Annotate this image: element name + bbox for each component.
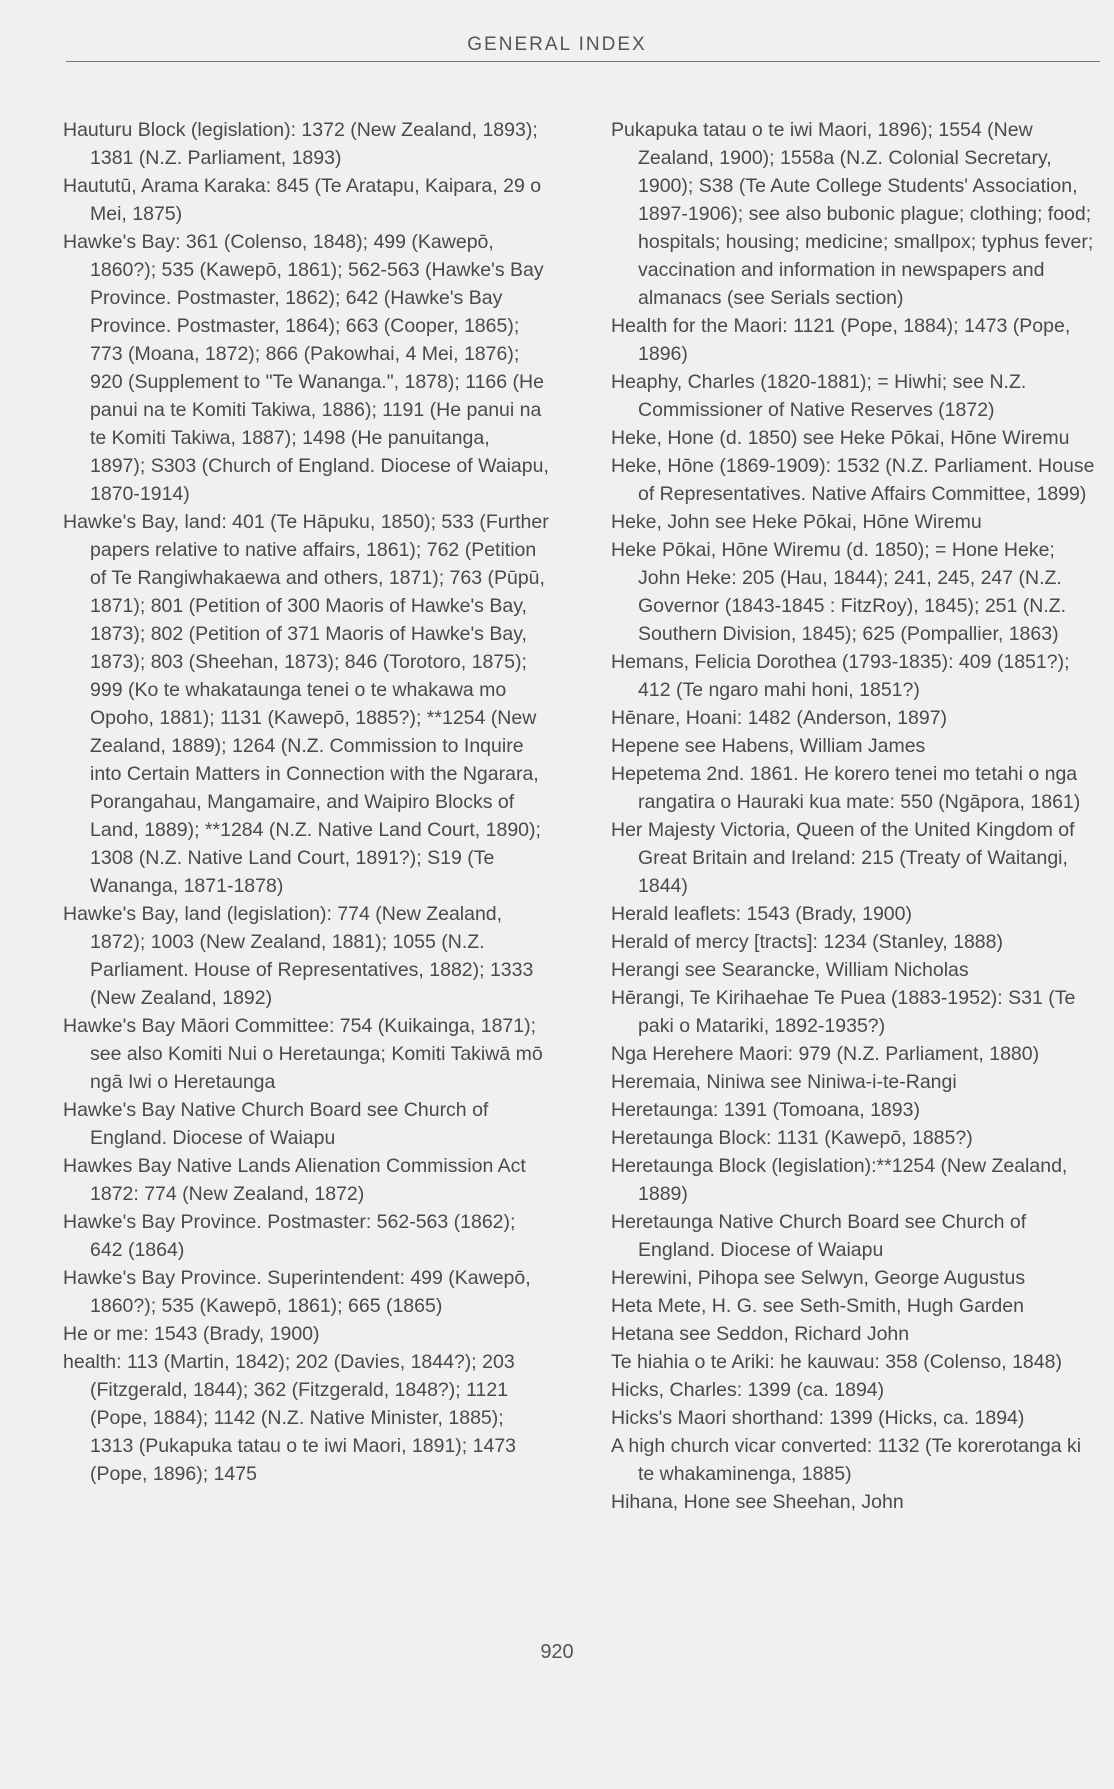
index-entry: Heaphy, Charles (1820-1881); = Hiwhi; see N.Z. Commissioner of Native Reserves (1872)	[611, 371, 1027, 421]
index-entry: Hihana, Hone see Sheehan, John	[611, 1491, 904, 1513]
index-entry: Herewini, Pihopa see Selwyn, George Augustus	[611, 1267, 1026, 1289]
index-entry: Hicks's Maori shorthand: 1399 (Hicks, ca. 1894)	[611, 1407, 1025, 1429]
index-entry: A high church vicar converted: 1132 (Te korerotanga ki te whakaminenga, 1885)	[611, 1435, 1082, 1485]
index-entry: Herald leaflets: 1543 (Brady, 1900)	[611, 903, 912, 925]
index-entry: Herangi see Searancke, William Nicholas	[611, 959, 969, 981]
index-entry: Hawkes Bay Native Lands Alienation Commission Act 1872: 774 (New Zealand, 1872)	[63, 1155, 526, 1205]
index-entry: Hauturu Block (legislation): 1372 (New Zealand, 1893); 1381 (N.Z. Parliament, 1893)	[63, 119, 538, 169]
index-entry: Heremaia, Niniwa see Niniwa-i-te-Rangi	[611, 1071, 957, 1093]
index-entry: Hawke's Bay Native Church Board see Church of England. Diocese of Waiapu	[63, 1099, 489, 1149]
index-entry: Heke, Hone (d. 1850) see Heke Pōkai, Hōne Wiremu	[611, 427, 1070, 449]
index-entry: Heretaunga: 1391 (Tomoana, 1893)	[611, 1099, 920, 1121]
index-entry: Heretaunga Native Church Board see Church of England. Diocese of Waiapu	[611, 1211, 1027, 1261]
index-entry: Hawke's Bay, land (legislation): 774 (New Zealand, 1872); 1003 (New Zealand, 1881); 1055 (N.Z. Parliament. House of Representatives, 1882); 1333 (New Zealand, 1892)	[63, 903, 534, 1009]
index-entry: Health for the Maori: 1121 (Pope, 1884); 1473 (Pope, 1896)	[611, 315, 1071, 365]
index-entry: Te hiahia o te Ariki: he kauwau: 358 (Colenso, 1848)	[611, 1351, 1062, 1373]
index-entry: Heke, Hōne (1869-1909): 1532 (N.Z. Parliament. House of Representatives. Native Affairs Committee, 1899)	[611, 455, 1095, 505]
index-entry: Hawke's Bay, land: 401 (Te Hāpuku, 1850); 533 (Further papers relative to native affairs, 1861); 762 (Petition of Te Rangiwhakaewa and others, 1871); 763 (Pūpū, 1871); 801 (Petition of 300 Maoris of Hawke's Bay, 1873); 802 (Petition of 371 Maoris of Hawke's Bay, 1873); 803 (Sheehan, 1873); 846 (Torotoro, 1875); 999 (Ko te whakataunga tenei o te whakawa mo Opoho, 1881); 1131 (Kawepō, 1885?); **1254 (New Zealand, 1889); 1264 (N.Z. Commission to Inquire into Certain Matters in Connection with the Ngarara, Porangahau, Mangamaire, and Waipiro Blocks of Land, 1889); **1284 (N.Z. Native Land Court, 1890); 1308 (N.Z. Native Land Court, 1891?); S19 (Te Wananga, 1871-1878)	[63, 511, 549, 897]
index-entry: He or me: 1543 (Brady, 1900)	[63, 1323, 320, 1345]
index-entry: Hepene see Habens, William James	[611, 735, 926, 757]
index-entry: Pukapuka tatau o te iwi Maori, 1896); 1554 (New Zealand, 1900); 1558a (N.Z. Colonial Secretary, 1900); S38 (Te Aute College Students' Association, 1897-1906); see also bubonic plague; clothing; food; hospitals; housing; medicine; smallpox; typhus fever; vaccination and information in newspapers and almanacs (see Serials section)	[611, 119, 1094, 309]
index-entry: Herald of mercy [tracts]: 1234 (Stanley, 1888)	[611, 931, 1003, 953]
index-column-left	[63, 116, 549, 1488]
index-entry: Heke, John see Heke Pōkai, Hōne Wiremu	[611, 511, 982, 533]
running-header: GENERAL INDEX	[467, 34, 647, 55]
header-rule	[66, 61, 1100, 62]
index-entry: Hawke's Bay Māori Committee: 754 (Kuikainga, 1871); see also Komiti Nui o Heretaunga; Komiti Takiwā mō ngā Iwi o Heretaunga	[63, 1015, 543, 1093]
index-entry: Hemans, Felicia Dorothea (1793-1835): 409 (1851?); 412 (Te ngaro mahi honi, 1851?)	[611, 651, 1070, 701]
index-entry: Nga Herehere Maori: 979 (N.Z. Parliament, 1880)	[611, 1043, 1040, 1065]
index-column-right	[611, 116, 1097, 1516]
index-entry: Hēnare, Hoani: 1482 (Anderson, 1897)	[611, 707, 948, 729]
index-entry: Heta Mete, H. G. see Seth-Smith, Hugh Garden	[611, 1295, 1024, 1317]
index-entry: Hawke's Bay Province. Postmaster: 562-563 (1862); 642 (1864)	[63, 1211, 516, 1261]
index-entry: Hērangi, Te Kirihaehae Te Puea (1883-1952): S31 (Te paki o Matariki, 1892-1935?)	[611, 987, 1076, 1037]
index-entry: Heretaunga Block (legislation):**1254 (New Zealand, 1889)	[611, 1155, 1068, 1205]
index-entry: Hicks, Charles: 1399 (ca. 1894)	[611, 1379, 885, 1401]
index-entry: Hawke's Bay: 361 (Colenso, 1848); 499 (Kawepō, 1860?); 535 (Kawepō, 1861); 562-563 (Hawke's Bay Province. Postmaster, 1862); 642 (Hawke's Bay Province. Postmaster, 1864); 663 (Cooper, 1865); 773 (Moana, 1872); 866 (Pakowhai, 4 Mei, 1876); 920 (Supplement to "Te Wananga.", 1878); 1166 (He panui na te Komiti Takiwa, 1886); 1191 (He panui na te Komiti Takiwa, 1887); 1498 (He panuitanga, 1897); S303 (Church of England. Diocese of Waiapu, 1870-1914)	[63, 231, 549, 505]
index-entry: Haututū, Arama Karaka: 845 (Te Aratapu, Kaipara, 29 o Mei, 1875)	[63, 175, 542, 225]
index-entry: Hepetema 2nd. 1861. He korero tenei mo tetahi o nga rangatira o Hauraki kua mate: 550 (Ngāpora, 1861)	[611, 763, 1081, 813]
page-number: 920	[540, 1641, 574, 1663]
index-entry: Hetana see Seddon, Richard John	[611, 1323, 910, 1345]
index-entry: Heke Pōkai, Hōne Wiremu (d. 1850); = Hone Heke; John Heke: 205 (Hau, 1844); 241, 245, 247 (N.Z. Governor (1843-1845 : FitzRoy), 1845); 251 (N.Z. Southern Division, 1845); 625 (Pompallier, 1863)	[611, 539, 1067, 645]
index-entry: health: 113 (Martin, 1842); 202 (Davies, 1844?); 203 (Fitzgerald, 1844); 362 (Fitzgerald, 1848?); 1121 (Pope, 1884); 1142 (N.Z. Native Minister, 1885); 1313 (Pukapuka tatau o te iwi Maori, 1891); 1473 (Pope, 1896); 1475	[63, 1351, 517, 1485]
index-entry: Heretaunga Block: 1131 (Kawepō, 1885?)	[611, 1127, 973, 1149]
index-entry: Her Majesty Victoria, Queen of the United Kingdom of Great Britain and Ireland: 215 (Treaty of Waitangi, 1844)	[611, 819, 1075, 897]
index-entry: Hawke's Bay Province. Superintendent: 499 (Kawepō, 1860?); 535 (Kawepō, 1861); 665 (1865)	[63, 1267, 531, 1317]
